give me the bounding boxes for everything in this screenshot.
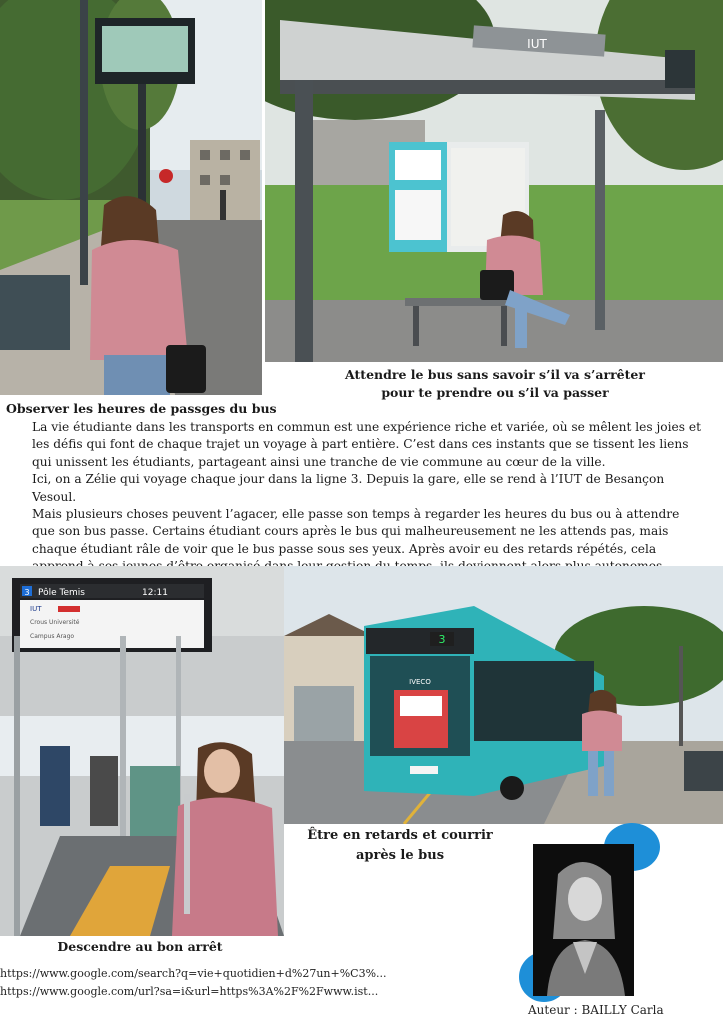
caption-get-off: Descendre au bon arrêt xyxy=(57,939,223,954)
display-stop-1: IUT xyxy=(30,605,42,613)
reference-link-1[interactable]: https://www.google.com/search?q=vie+quotidien+d%27un+%C3%... xyxy=(0,967,387,980)
photo-inside-bus xyxy=(0,566,284,936)
display-time: 12:11 xyxy=(142,588,168,598)
bus-route-number: 3 xyxy=(438,633,446,646)
author-credit: Auteur : BAILLY Carla xyxy=(528,1003,664,1017)
bus-brand: IVECO xyxy=(409,678,431,686)
display-line-number: 3 xyxy=(24,588,30,597)
article-paragraph-frustrations: Mais plusieurs choses peuvent l’agacer, elle passe son temps à regarder les heures du bus ou à attendre que son bus passe. Certains étudiant cours après le bus qui malheureusement ne les attends pas, mais chaque étudiant râle de voir que le bus passe sous ses yeux. Après avoir eu des retards répétés, cela xyxy=(32,507,680,556)
photo-bus-arriving xyxy=(284,566,723,824)
caption-late-line1: Être en retards et courrir xyxy=(307,828,493,843)
author-portrait xyxy=(533,844,634,996)
article-paragraph-zelie: Ici, on a Zélie qui voyage chaque jour dans la ligne 3. Depuis la gare, elle se rend à l’IUT de Besançon Vesoul. xyxy=(32,472,665,504)
article-body xyxy=(32,419,704,576)
shelter-sign-text: IUT xyxy=(527,37,547,51)
photo-student-walking xyxy=(0,0,262,395)
caption-late-line2: après le bus xyxy=(355,848,445,863)
caption-waiting xyxy=(300,366,690,402)
display-stop-3: Campus Arago xyxy=(30,633,75,640)
caption-observe: Observer les heures de passges du bus xyxy=(6,401,277,416)
caption-late xyxy=(300,826,500,866)
article-paragraph-intro: La vie étudiante dans les transports en commun est une expérience riche et variée, où se mêlent les joies et les défis qui font de chaque trajet un voyage à part entière. C’est dans ces instants que se tissent les liens qui unissent les étudiants, partageant ainsi une tranche de vie commune au cœur de la ville. xyxy=(32,420,701,469)
reference-link-2[interactable]: https://www.google.com/url?sa=i&url=https%3A%2F%2Fwww.ist... xyxy=(0,985,379,998)
caption-waiting-line1: Attendre le bus sans savoir s’il va s’arrêter xyxy=(345,367,645,382)
display-destination: Pôle Temis xyxy=(38,588,85,598)
display-stop-2: Crous Université xyxy=(30,619,80,626)
caption-waiting-line2: pour te prendre ou s’il va passer xyxy=(381,385,609,400)
photo-student-at-shelter xyxy=(265,0,723,362)
